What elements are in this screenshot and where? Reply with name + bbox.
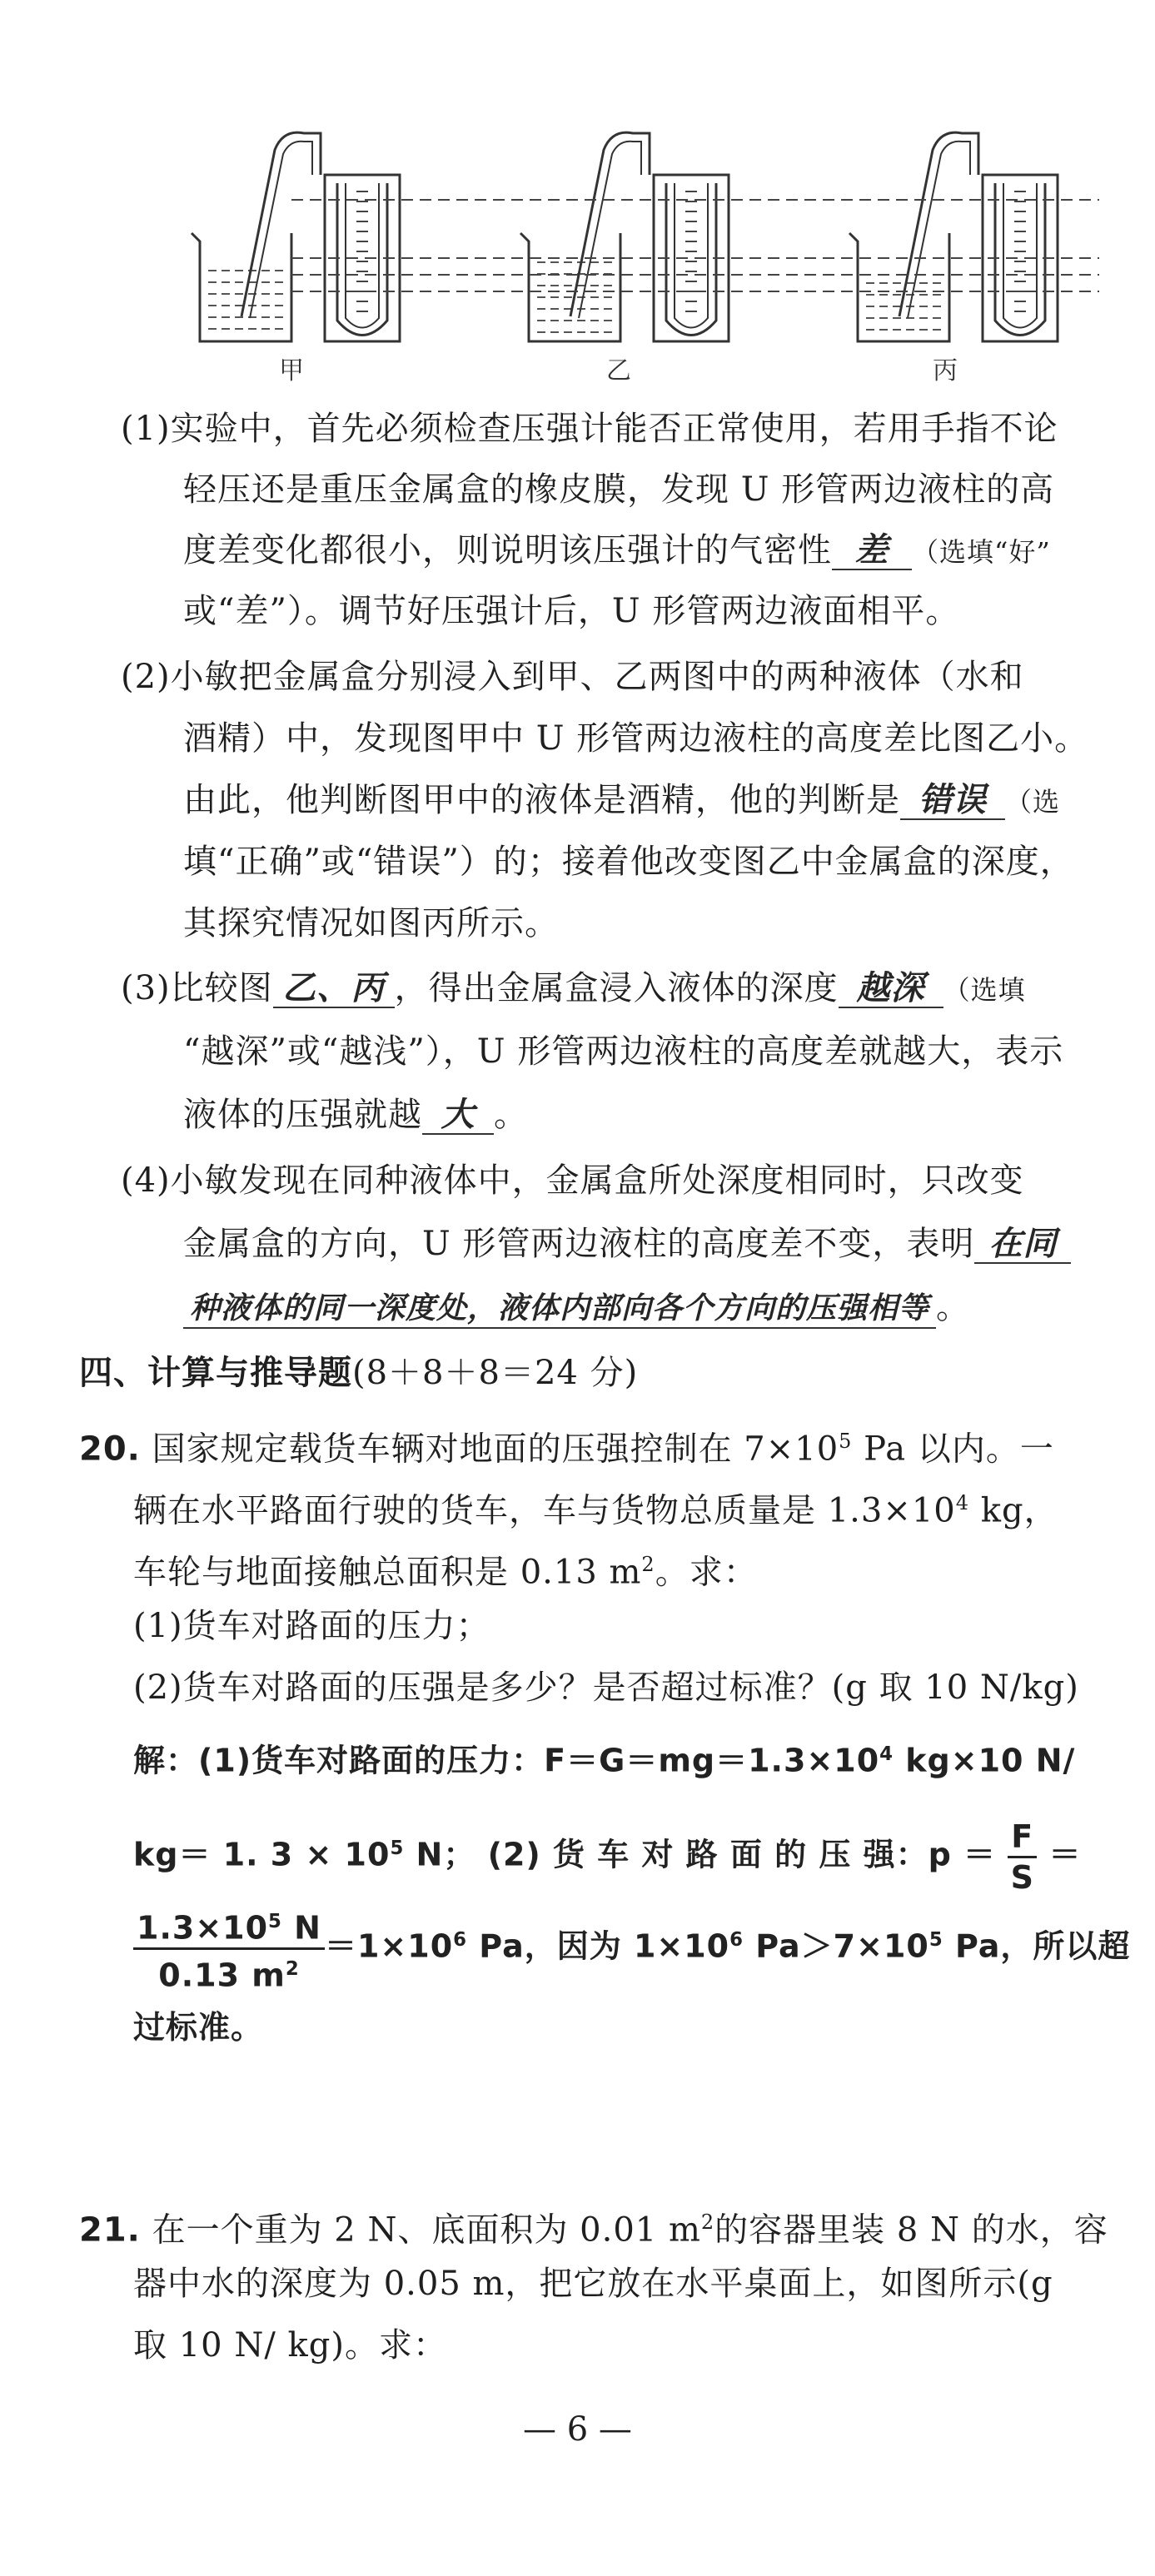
q19-p3-line3: 液体的压强就越 大 。 (183, 1096, 528, 1134)
u-tube-inner-jia (346, 183, 379, 328)
page-number: — 6 — (523, 2410, 632, 2449)
q19-p3-answer3: 大 (422, 1097, 494, 1135)
q20-line1: 20. 国家规定载货车辆对地面的压强控制在 $7\times 10^5$ Pa 以内。一 (79, 1430, 1054, 1469)
q21-line2: 器中水的深度为 0.05 m，把它放在水平桌面上，如图所示(g (133, 2265, 1053, 2303)
beaker-yi (520, 233, 620, 341)
q19-p1-line2: 轻压还是重压金属盒的橡皮膜，发现 U 形管两边液柱的高 (183, 470, 1055, 509)
q19-p2-line2: 酒精）中，发现图甲中 U 形管两边液柱的高度差比图乙小。 (183, 719, 1089, 758)
q20-solution-line2: kg＝ 1. $3 \times 10^5$ N； (2) 货 车 对 路 面 的 压 强：p ＝ $\frac{F}{S}$ ＝ (133, 1818, 1082, 1896)
q19-p4-line3: 种液体的同一深度处，液体内部向各个方向的压强相等 。 (183, 1286, 970, 1329)
pressure-formula-fraction: $\frac{F}{S}$ (1008, 1818, 1037, 1897)
q19-p4-answer-part1: 在同 (974, 1226, 1071, 1264)
q19-p3-line1: (3)比较图 乙、丙 ，得出金属盒浸入液体的深度 越深 （选填 (121, 969, 1026, 1007)
q19-p3-answer1: 乙、丙 (273, 970, 395, 1008)
q19-p4-answer-part2: 种液体的同一深度处，液体内部向各个方向的压强相等 (183, 1290, 936, 1329)
q19-p2-line1: (2)小敏把金属盒分别浸入到甲、乙两图中的两种液体（水和 (121, 658, 1024, 696)
u-tube-inner-yi (675, 183, 708, 328)
q19-p2-answer: 错误 (900, 782, 1005, 820)
q20-solution-line4: 过标准。 (133, 2009, 264, 2046)
pressure-value-fraction: $\frac{1.3\times 10^5 N}{0.13 m^2}$ (133, 1902, 325, 1994)
section4-heading (79, 1352, 638, 1394)
q19-p1-line4: 或“差”）。调节好压强计后，U 形管两边液面相平。 (183, 592, 960, 630)
q20-line2: 辆在水平路面行驶的货车，车与货物总质量是 $1.3\times 10^4$ kg， (133, 1491, 1058, 1530)
beaker-jia (192, 233, 291, 341)
q21-line1: 21. 在一个重为 2 N、底面积为 0.01 $m^2$的容器里装 8 N 的水，容 (79, 2210, 1108, 2250)
u-tube-inner-bing (1003, 183, 1037, 328)
q19-p2-line5: 其探究情况如图丙所示。 (183, 904, 559, 942)
figure-label-bing: 丙 (933, 356, 958, 385)
beaker-bing (849, 233, 949, 341)
q20-sub2: (2)货车对路面的压强是多少？是否超过标准？(g 取 10 N/kg) (133, 1668, 1079, 1707)
q20-solution-line1: 解：(1)货车对路面的压力：$F=G=mg=1.3\times 10^4$ kg×10 N/ (133, 1742, 1076, 1779)
q20-solution-line3: $\frac{1.3\times 10^5 N}{0.13 m^2}$ $=1\times 10^6$ Pa，因为 $1\times 10^6$ $Pa>7\times 10^5$ Pa，所以超 (133, 1898, 1130, 1994)
q21-number: 21. (79, 2210, 141, 2250)
q20-number: 20. (79, 1430, 141, 1469)
pressure-gauge-figure (167, 125, 1133, 375)
figure-label-jia: 甲 (279, 356, 304, 385)
section4-score: (8＋8＋8＝24 分) (352, 1354, 639, 1392)
q19-p3-answer2: 越深 (839, 970, 943, 1008)
q19-p4-line1: (4)小敏发现在同种液体中，金属盒所处深度相同时，只改变 (121, 1161, 1024, 1200)
q19-p3-line2: “越深”或“越浅”），U 形管两边液柱的高度差就越大，表示 (183, 1032, 1064, 1071)
q19-p1-answer: 差 (832, 532, 912, 570)
q20-sub1: (1)货车对路面的压力； (133, 1607, 490, 1645)
q19-p1-line3: 度差变化都很小，则说明该压强计的气密性 差 （选填“好” (183, 531, 1051, 569)
q19-p1-line1: (1)实验中，首先必须检查压强计能否正常使用，若用手指不论 (121, 410, 1058, 448)
q21-line3: 取 10 N/ kg)。求： (133, 2326, 447, 2365)
q19-p4-line2: 金属盒的方向，U 形管两边液柱的高度差不变，表明 在同 (183, 1223, 1071, 1265)
section4-title: 四、计算与推导题 (79, 1354, 352, 1392)
q19-p2-line3: 由此，他判断图甲中的液体是酒精，他的判断是 错误 （选 (183, 781, 1061, 819)
q19-p2-line4: 填“正确”或“错误”）的；接着他改变图乙中金属盒的深度， (183, 843, 1074, 881)
q20-line3: 车轮与地面接触总面积是 0.13 $m^2$。求： (133, 1553, 758, 1592)
figure-label-yi: 乙 (606, 356, 631, 385)
